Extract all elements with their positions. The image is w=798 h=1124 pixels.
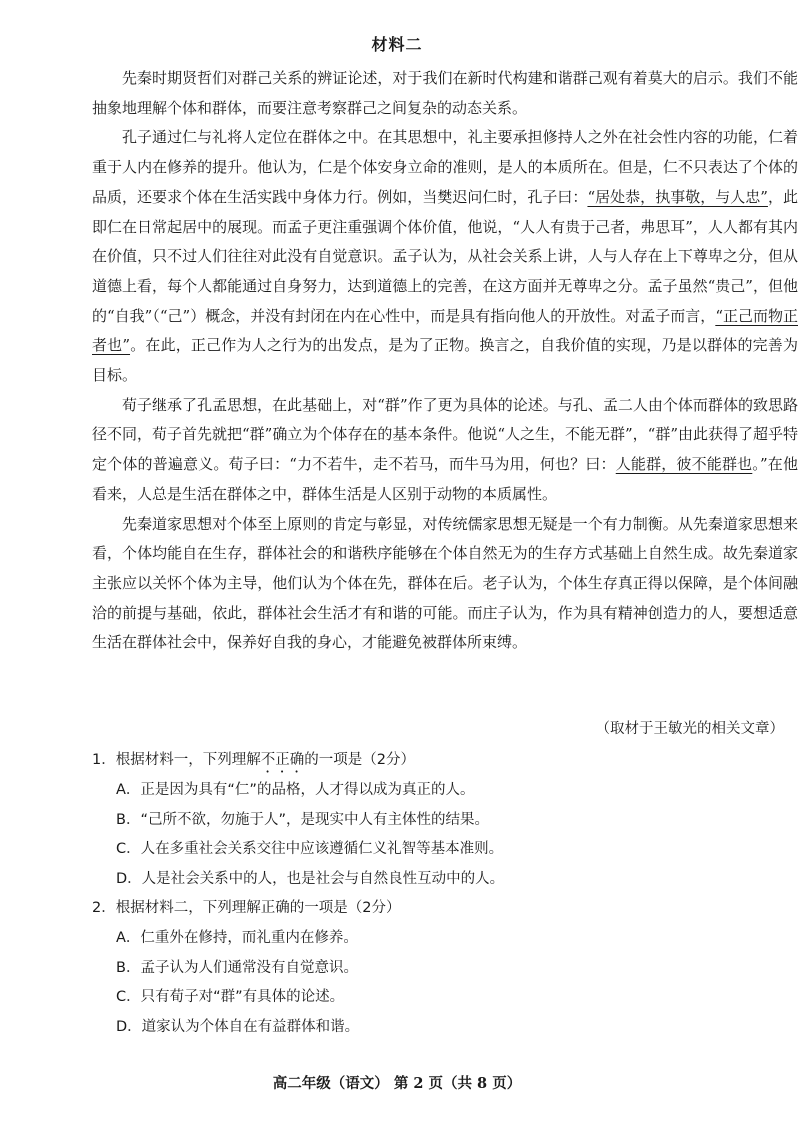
paragraph-2-text-c: 。在此，正己作为人之行为的出发点，是为了正物。换言之，自我价值的实现，乃是以群体的完善为目标。 xyxy=(92,336,798,385)
question-1-option-c: C．人在多重社会关系交往中应该遵循仁义礼智等基本准则。 xyxy=(116,841,504,858)
question-1-option-d: D．人是社会关系中的人，也是社会与自然良性互动中的人。 xyxy=(116,870,505,887)
question-2-option-c: C．只有荀子对“群”有具体的论述。 xyxy=(116,989,345,1006)
paragraph-2 xyxy=(92,123,798,390)
article-body xyxy=(92,64,798,658)
paragraph-3 xyxy=(92,391,798,510)
question-2-option-a: A．仁重外在修持，而礼重内在修养。 xyxy=(116,929,358,946)
question-1-stem xyxy=(92,746,782,776)
paragraph-1: 先秦时期贤哲们对群己关系的辨证论述，对于我们在新时代构建和谐群己观有着莫大的启示。我们不能抽象地理解个体和群体，而要注意考察群己之间复杂的动态关系。 xyxy=(92,69,798,117)
page-footer: 高二年级（语文） 第 2 页（共 8 页） xyxy=(272,1075,522,1092)
paragraph-2-text-b: ，此即仁在日常起居中的展现。而孟子更注重强调个体价值，他说，“人人有贵于己者，弗思耳”，人人都有其内在价值，只不过人们往往对此没有自觉意识。孟子认为，从社会关系上讲，人与人存在上下尊卑之分，但从道德上看，每个人都能通过自身努力，达到道德上的完善，在这方面并无尊卑之分。孟子虽然“贵己”，但他的“自我”（“己”）概念，并没有封闭在内在心性中，而是具有指向他人的开放性。对孟子而言， xyxy=(92,187,798,325)
underlined-quote-confucius: “居处恭，执事敬，与人忠” xyxy=(587,187,768,206)
underlined-quote-mencius: “正己而物正者也” xyxy=(92,306,798,355)
question-1-stem-a: 1．根据材料一，下列理解 xyxy=(92,752,261,768)
source-citation: （取材于王敏光的相关文章） xyxy=(595,721,784,737)
paragraph-4: 先秦道家思想对个体至上原则的肯定与彰显，对传统儒家思想无疑是一个有力制衡。从先秦道家思想来看，个体均能自在生存，群体社会的和谐秩序能够在个体自然无为的生存方式基础上自然生成。故先秦道家主张应以关怀个体为主导，他们认为个体在先，群体在后。老子认为，个体生存真正得以保障，是个体间融洽的前提与基础，依此，群体社会生活才有和谐的可能。而庄子认为，作为具有精神创造力的人，要想适意生活在群体社会中，保养好自我的身心，才能避免被群体所束缚。 xyxy=(92,514,798,652)
question-block xyxy=(92,746,782,1042)
question-1-option-a: A．正是因为具有“仁”的品格，人才得以成为真正的人。 xyxy=(116,782,475,798)
question-2-option-d: D．道家认为个体自在有益群体和谐。 xyxy=(116,1018,360,1035)
paragraph-3-text-a: 荀子继承了孔孟思想，在此基础上，对“群”作了更为具体的论述。与孔、孟二人由个体而群体的致思路径不同，荀子首先就把“群”确立为个体存在的基本条件。他说“人之生，不能无群”，“群”由此获得了超乎特定个体的普遍意义。荀子曰：“力不若牛，走不若马，而牛马为用，何也？曰： xyxy=(92,395,798,474)
paragraph-2-text-a: 孔子通过仁与礼将人定位在群体之中。在其思想中，礼主要承担修持人之外在社会性内容的功能，仁着重于人内在修养的提升。他认为，仁是个体安身立命的准则，是人的本质所在。但是，仁不只表达了个体的品质，还要求个体在生活实践中身体力行。例如，当樊迟问仁时，孔子曰： xyxy=(92,128,798,206)
paragraph-3-text-b: 。”在他看来，人总是生活在群体之中，群体生活是人区别于动物的本质属性。 xyxy=(92,455,798,503)
question-1-emphasis: 不正确 xyxy=(260,752,305,768)
question-2-stem: 2．根据材料二，下列理解正确的一项是（2分） xyxy=(92,900,401,917)
question-1-stem-b: 的一项是（2分） xyxy=(304,752,415,768)
question-1-option-b: B．“己所不欲，勿施于人”，是现实中人有主体性的结果。 xyxy=(116,811,489,828)
section-title: 材料二 xyxy=(371,35,423,54)
question-2-option-b: B．孟子认为人们通常没有自觉意识。 xyxy=(116,959,358,976)
underlined-quote-xunzi: 人能群，彼不能群也 xyxy=(615,455,753,474)
